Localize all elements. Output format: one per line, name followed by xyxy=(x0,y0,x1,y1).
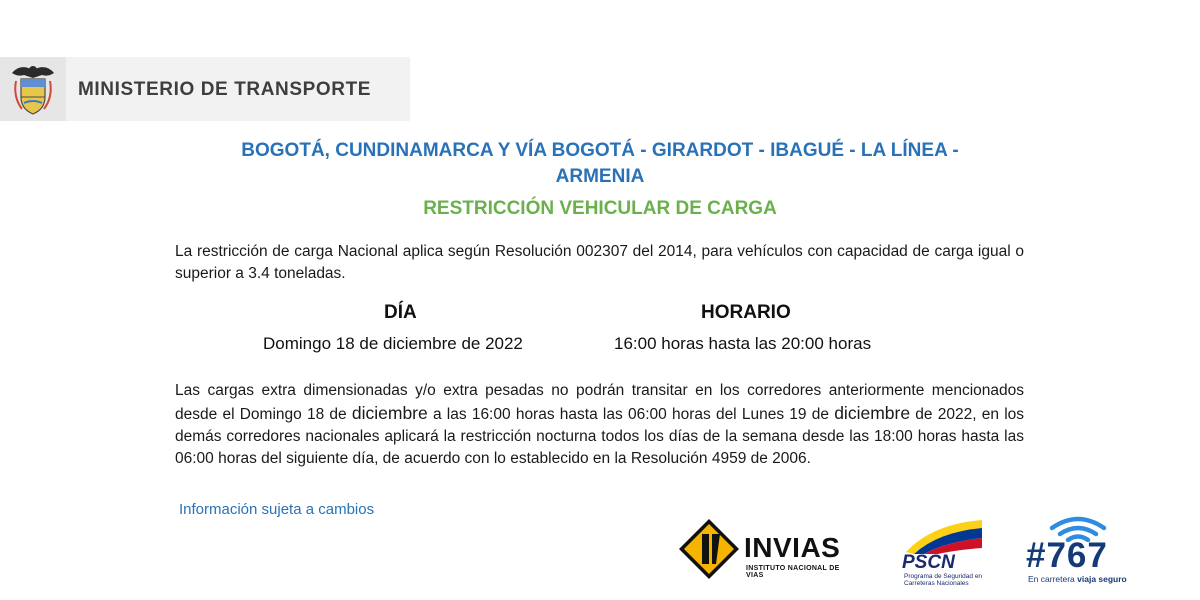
invias-subtitle: INSTITUTO NACIONAL DE VIAS xyxy=(746,565,840,579)
line-767-number: #767 xyxy=(1026,536,1108,575)
month-word-1: diciembre xyxy=(351,403,428,423)
route-title xyxy=(200,138,1000,190)
changes-note: Información sujeta a cambios xyxy=(179,501,375,518)
tagline-normal: En carretera xyxy=(1028,574,1078,584)
pscn-name: PSCN xyxy=(902,552,955,573)
schedule-header: HORARIO xyxy=(701,302,791,323)
route-title-line-1: BOGOTÁ, CUNDINAMARCA Y VÍA BOGOTÁ - GIRARDOT - IBAGUÉ - LA LÍNEA - xyxy=(241,140,959,161)
month-word-2: diciembre xyxy=(834,403,911,423)
schedule-value: 16:00 horas hasta las 20:00 horas xyxy=(614,334,872,353)
intro-paragraph: La restricción de carga Nacional aplica según Resolución 002307 del 2014, para vehículos con capacidad de carga igual o superior a 3.4 toneladas. xyxy=(175,243,1024,282)
pscn-subtitle-line-2: Carreteras Nacionales xyxy=(904,580,969,587)
colombia-coat-of-arms-icon xyxy=(8,61,58,117)
route-title-line-2: ARMENIA xyxy=(555,166,645,187)
pscn-subtitle-line-1: Programa de Seguridad en xyxy=(904,573,983,580)
day-value: Domingo 18 de diciembre de 2022 xyxy=(263,334,523,353)
invias-diamond-icon xyxy=(678,518,740,580)
pscn-logo xyxy=(900,518,990,587)
line-767-tagline xyxy=(1028,574,1127,584)
pscn-flag-swoosh-icon xyxy=(902,518,984,554)
line-767-logo xyxy=(1024,516,1130,586)
day-header: DÍA xyxy=(384,302,417,323)
paragraph-part-3: de 2022, en los demás corredores nacionales aplicará la restricción nocturna todos los días de la semana desde las 18:00 horas hasta las 06:00 horas del siguiente día, de acuerdo con lo establecido en la Resolución 4959 de 2006. xyxy=(175,406,1025,467)
header-logo-background xyxy=(0,57,66,121)
paragraph-part-1: Las cargas extra dimensionadas y/o extra pesadas no podrán transitar en los corredores anteriormente mencionados desde el Domingo 18 de xyxy=(175,382,1024,423)
oversize-cargo-paragraph xyxy=(175,380,1024,470)
invias-name: INVIAS xyxy=(744,532,841,563)
tagline-bold: viaja seguro xyxy=(1077,574,1127,584)
paragraph-part-2: a las 16:00 horas hasta las 06:00 horas del Lunes 19 de xyxy=(427,406,835,423)
ministry-title: MINISTERIO DE TRANSPORTE xyxy=(78,79,372,100)
ministry-header xyxy=(0,57,410,121)
invias-logo xyxy=(678,518,850,580)
restriction-subtitle: RESTRICCIÓN VEHICULAR DE CARGA xyxy=(423,198,777,219)
pscn-subtitle xyxy=(904,573,982,587)
